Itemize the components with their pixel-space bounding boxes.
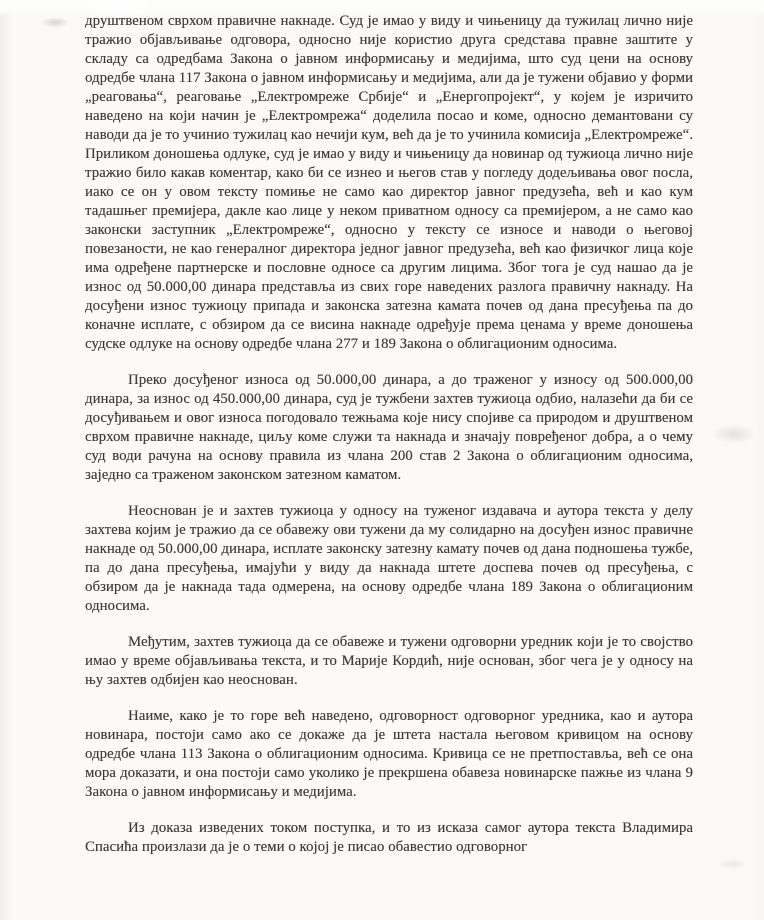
paragraph-liability-basis: Наиме, како је то горе већ наведено, одговорност одговорног уредника, као и аутора новинара, постоји само ако се докаже да је штета настала његовом кривицом на основу одредбе члана 113 Закона о облигационим односима. Кривица се не претпоставља, већ се она мора доказати, и она постоји само уколико је прекршена обавеза новинарске пажње из члана 9 Закона о јавном информисању и медијима. [85, 708, 693, 800]
paragraph-award-rejection: Преко досуђеног износа од 50.000,00 динара, а до траженог у износу од 500.000,00 динара, за износ од 450.000,00 динара, суд је тужбени захтев тужиоца одбио, налазећи да би се досуђивањем и овог износа погодовало тежњама које нису спојиве са природом и друштвеном сврхом правичне накнаде, циљу коме служи та накнада и значају повређеног добра, а о чему суд води рачуна на основу правила из члана 200 став 2 Закона о облигационим односима, заједно са траженом законском затезном каматом. [85, 372, 693, 483]
paragraph-evidence: Из доказа изведених током поступка, и то из исказа самог аутора текста Владимира Спасића произлази да је о теми о којој је писао обавестио одговорног [85, 820, 693, 855]
judgment-text-block [85, 12, 693, 857]
scan-smudge-top-left [40, 17, 70, 28]
paragraph-continuation: друштвеном сврхом правичне накнаде. Суд је имао у виду и чињеницу да тужилац лично није тражио објављивање одговора, односно није користио друга средстава правне заштите у складу са одредбама Закона о јавном информисању и медијима, што суд цени на основу одредбе члана 117 Закона о јавном информисању и медијима, али да је тужени објавио у форми „реаговања“, реаговање „Електромреже Србије“ и „Енергопројект“, у којем је изричито наведено на који начин је „Електромрежа“ доделила посао и коме, односно демантовани су наводи да је то учинио тужилац као нечији кум, већ да је то учинила комисија „Електромреже“. Приликом доношења одлуке, суд је имао у виду и чињеницу да новинар од тужиоца лично није тражио било какав коментар, како би се изнео и његов став у погледу додељивања овог посла, иако се он у овом тексту помиње не само као директор јавног предузећа, већ и као кум тадашњег премијера, дакле као лице у неком приватном односу са премијером, а не само као законски заступник „Електромреже“, односно у тексту се износе и наводи о његовој повезаности, не као генералног директора једног јавног предузећа, већ као физичког лица које има одређене партнерске и пословне односе са другим лицима. Због тога је суд нашао да је износ од 50.000,00 динара представља из свих горе наведених разлога правичну накнаду. На досуђени износ тужиоцу припада и законска затезна камата почев од дана пресуђења па до коначне исплате, с обзиром да се висина накнаде одређује према ценама у време доношења судске одлуке на основу одредбе члана 277 и 189 Закона о облигационим односима. [85, 13, 693, 352]
scan-smudge-right [712, 424, 756, 444]
paragraph-editor-claim: Међутим, захтев тужиоца да се обавеже и тужени одговорни уредник који је то својство имао у време објављивања текста, и то Марије Кордић, није основан, због чега је у односу на њу захтев одбијен као неоснован. [85, 634, 693, 688]
scan-smudge-bottom-right [716, 858, 750, 870]
paragraph-interest-claim: Неоснован је и захтев тужиоца у односу на туженог издавача и аутора текста у делу захтева којим је тражио да се обавежу ови тужени да му солидарно на досуђен износ правичне накнаде од 50.000,00 динара, исплате законску затезну камату почев од дана подношења тужбе, па до дана пресуђења, имајући у виду да накнада штете доспева почев од пресуђења, с обзиром да је накнада тада одмерена, на основу одредбе члана 189 Закона о облигационим односима. [85, 503, 693, 614]
